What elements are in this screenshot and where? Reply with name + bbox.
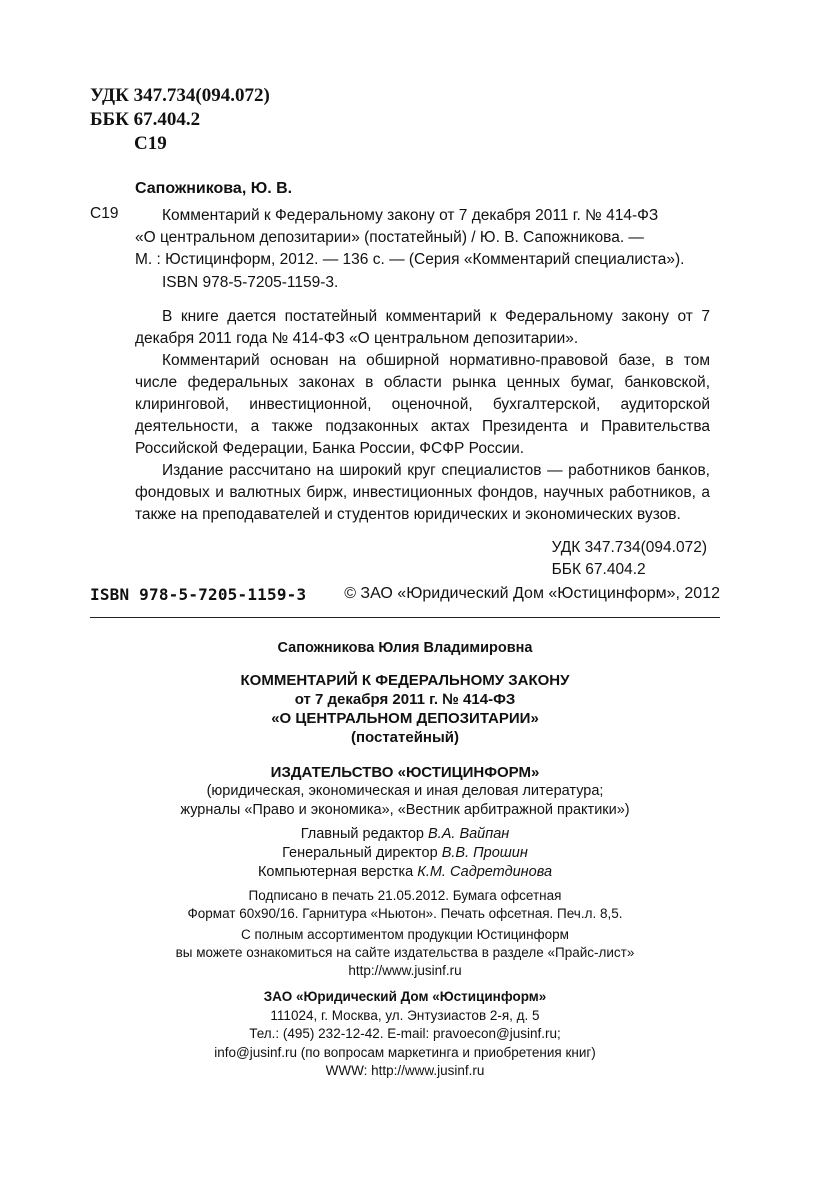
udk-code-right: УДК 347.734(094.072) xyxy=(551,539,707,556)
bbk-code: ББК 67.404.2 xyxy=(90,109,201,130)
company-line: Тел.: (495) 232-12-42. E-mail: pravoecon@jusinf.ru; xyxy=(249,1026,561,1041)
staff-name: В.В. Прошин xyxy=(441,845,528,861)
udk-code: УДК 347.734(094.072) xyxy=(90,85,270,106)
publisher-desc: (юридическая, экономическая и иная деловая литература; xyxy=(206,783,604,799)
imprint-company xyxy=(90,988,720,1081)
isbn-main: ISBN 978-5-7205-1159-3 xyxy=(90,585,307,604)
abstract xyxy=(135,306,710,526)
abstract-paragraph: Издание рассчитано на широкий круг специалистов — работников банков, фондовых и валютных бирж, инвестиционных фондов, научных работников, а также на преподавателей и студентов юридических и экономических вузов. xyxy=(135,462,710,523)
staff-role: Компьютерная верстка xyxy=(257,864,414,880)
author-cipher: С19 xyxy=(134,133,167,154)
assortment-line: вы можете ознакомиться на сайте издательства в разделе «Прайс-лист» xyxy=(175,945,635,960)
title-line: от 7 декабря 2011 г. № 414-ФЗ xyxy=(294,691,516,708)
staff-role: Главный редактор xyxy=(300,826,424,842)
company-name: ЗАО «Юридический Дом «Юстицинформ» xyxy=(263,989,547,1004)
record-line: Комментарий к Федеральному закону от 7 декабря 2011 г. № 414-ФЗ xyxy=(162,207,659,224)
record-isbn: ISBN 978-5-7205-1159-3. xyxy=(162,274,339,291)
imprint-publisher xyxy=(90,763,720,820)
abstract-paragraph: Комментарий основан на обширной нормативно-правовой базе, в том числе федеральных законах в области рынка ценных бумаг, банковской, клиринговой, инвестиционной, оценочной, бухгалтерской, аудиторской деятельности, а также подзаконных актах Президента и Правительства Российской Федерации, Банка России, ФСФР России. xyxy=(135,352,710,457)
company-line: WWW: http://www.jusinf.ru xyxy=(325,1063,485,1078)
assortment-line: С полным ассортиментом продукции Юстицинформ xyxy=(241,927,569,942)
title-line: КОММЕНТАРИЙ К ФЕДЕРАЛЬНОМУ ЗАКОНУ xyxy=(240,672,570,689)
divider-rule xyxy=(90,617,720,618)
classification-right xyxy=(552,537,707,581)
staff-role: Генеральный директор xyxy=(282,845,438,861)
imprint-print-info xyxy=(90,887,720,923)
record-author: Сапожникова, Ю. В. xyxy=(135,180,293,197)
bbk-code-right: ББК 67.404.2 xyxy=(551,561,646,578)
classification-block xyxy=(90,84,270,156)
abstract-paragraph: В книге дается постатейный комментарий к Федеральному закону от 7 декабря 2011 года № 414-ФЗ «О центральном депозитарии». xyxy=(135,308,710,347)
imprint-author xyxy=(90,639,720,658)
imprint-staff xyxy=(90,825,720,882)
staff-name: В.А. Вайпан xyxy=(428,826,510,842)
company-line: info@jusinf.ru (по вопросам маркетинга и приобретения книг) xyxy=(214,1044,596,1060)
print-info-line: Формат 60х90/16. Гарнитура «Ньютон». Печать офсетная. Печ.л. 8,5. xyxy=(187,906,623,921)
record-cipher: С19 xyxy=(90,205,119,222)
imprint-title xyxy=(90,671,720,747)
publisher-name: ИЗДАТЕЛЬСТВО «ЮСТИЦИНФОРМ» xyxy=(270,764,540,781)
author-full-name: Сапожникова Юлия Владимировна xyxy=(277,640,533,656)
staff-line xyxy=(90,863,720,882)
staff-name: К.М. Садретдинова xyxy=(417,864,553,880)
imprint-assortment xyxy=(90,926,720,980)
record-line: М. : Юстицинформ, 2012. — 136 с. — (Серия «Комментарий специалиста»). xyxy=(135,251,685,268)
publisher-desc: журналы «Право и экономика», «Вестник арбитражной практики») xyxy=(180,802,630,818)
title-line: (постатейный) xyxy=(350,729,460,746)
record-description xyxy=(135,205,710,271)
website-url: http://www.jusinf.ru xyxy=(348,963,462,978)
record-line: «О центральном депозитарии» (постатейный) / Ю. В. Сапожникова. — xyxy=(135,229,644,246)
staff-line xyxy=(90,844,720,863)
copyright: © ЗАО «Юридический Дом «Юстицинформ», 2012 xyxy=(344,585,720,602)
print-info-line: Подписано в печать 21.05.2012. Бумага офсетная xyxy=(248,888,562,903)
company-line: 111024, г. Москва, ул. Энтузиастов 2-я, д. 5 xyxy=(270,1007,540,1023)
title-line: «О ЦЕНТРАЛЬНОМ ДЕПОЗИТАРИИ» xyxy=(271,710,539,727)
staff-line xyxy=(90,825,720,844)
